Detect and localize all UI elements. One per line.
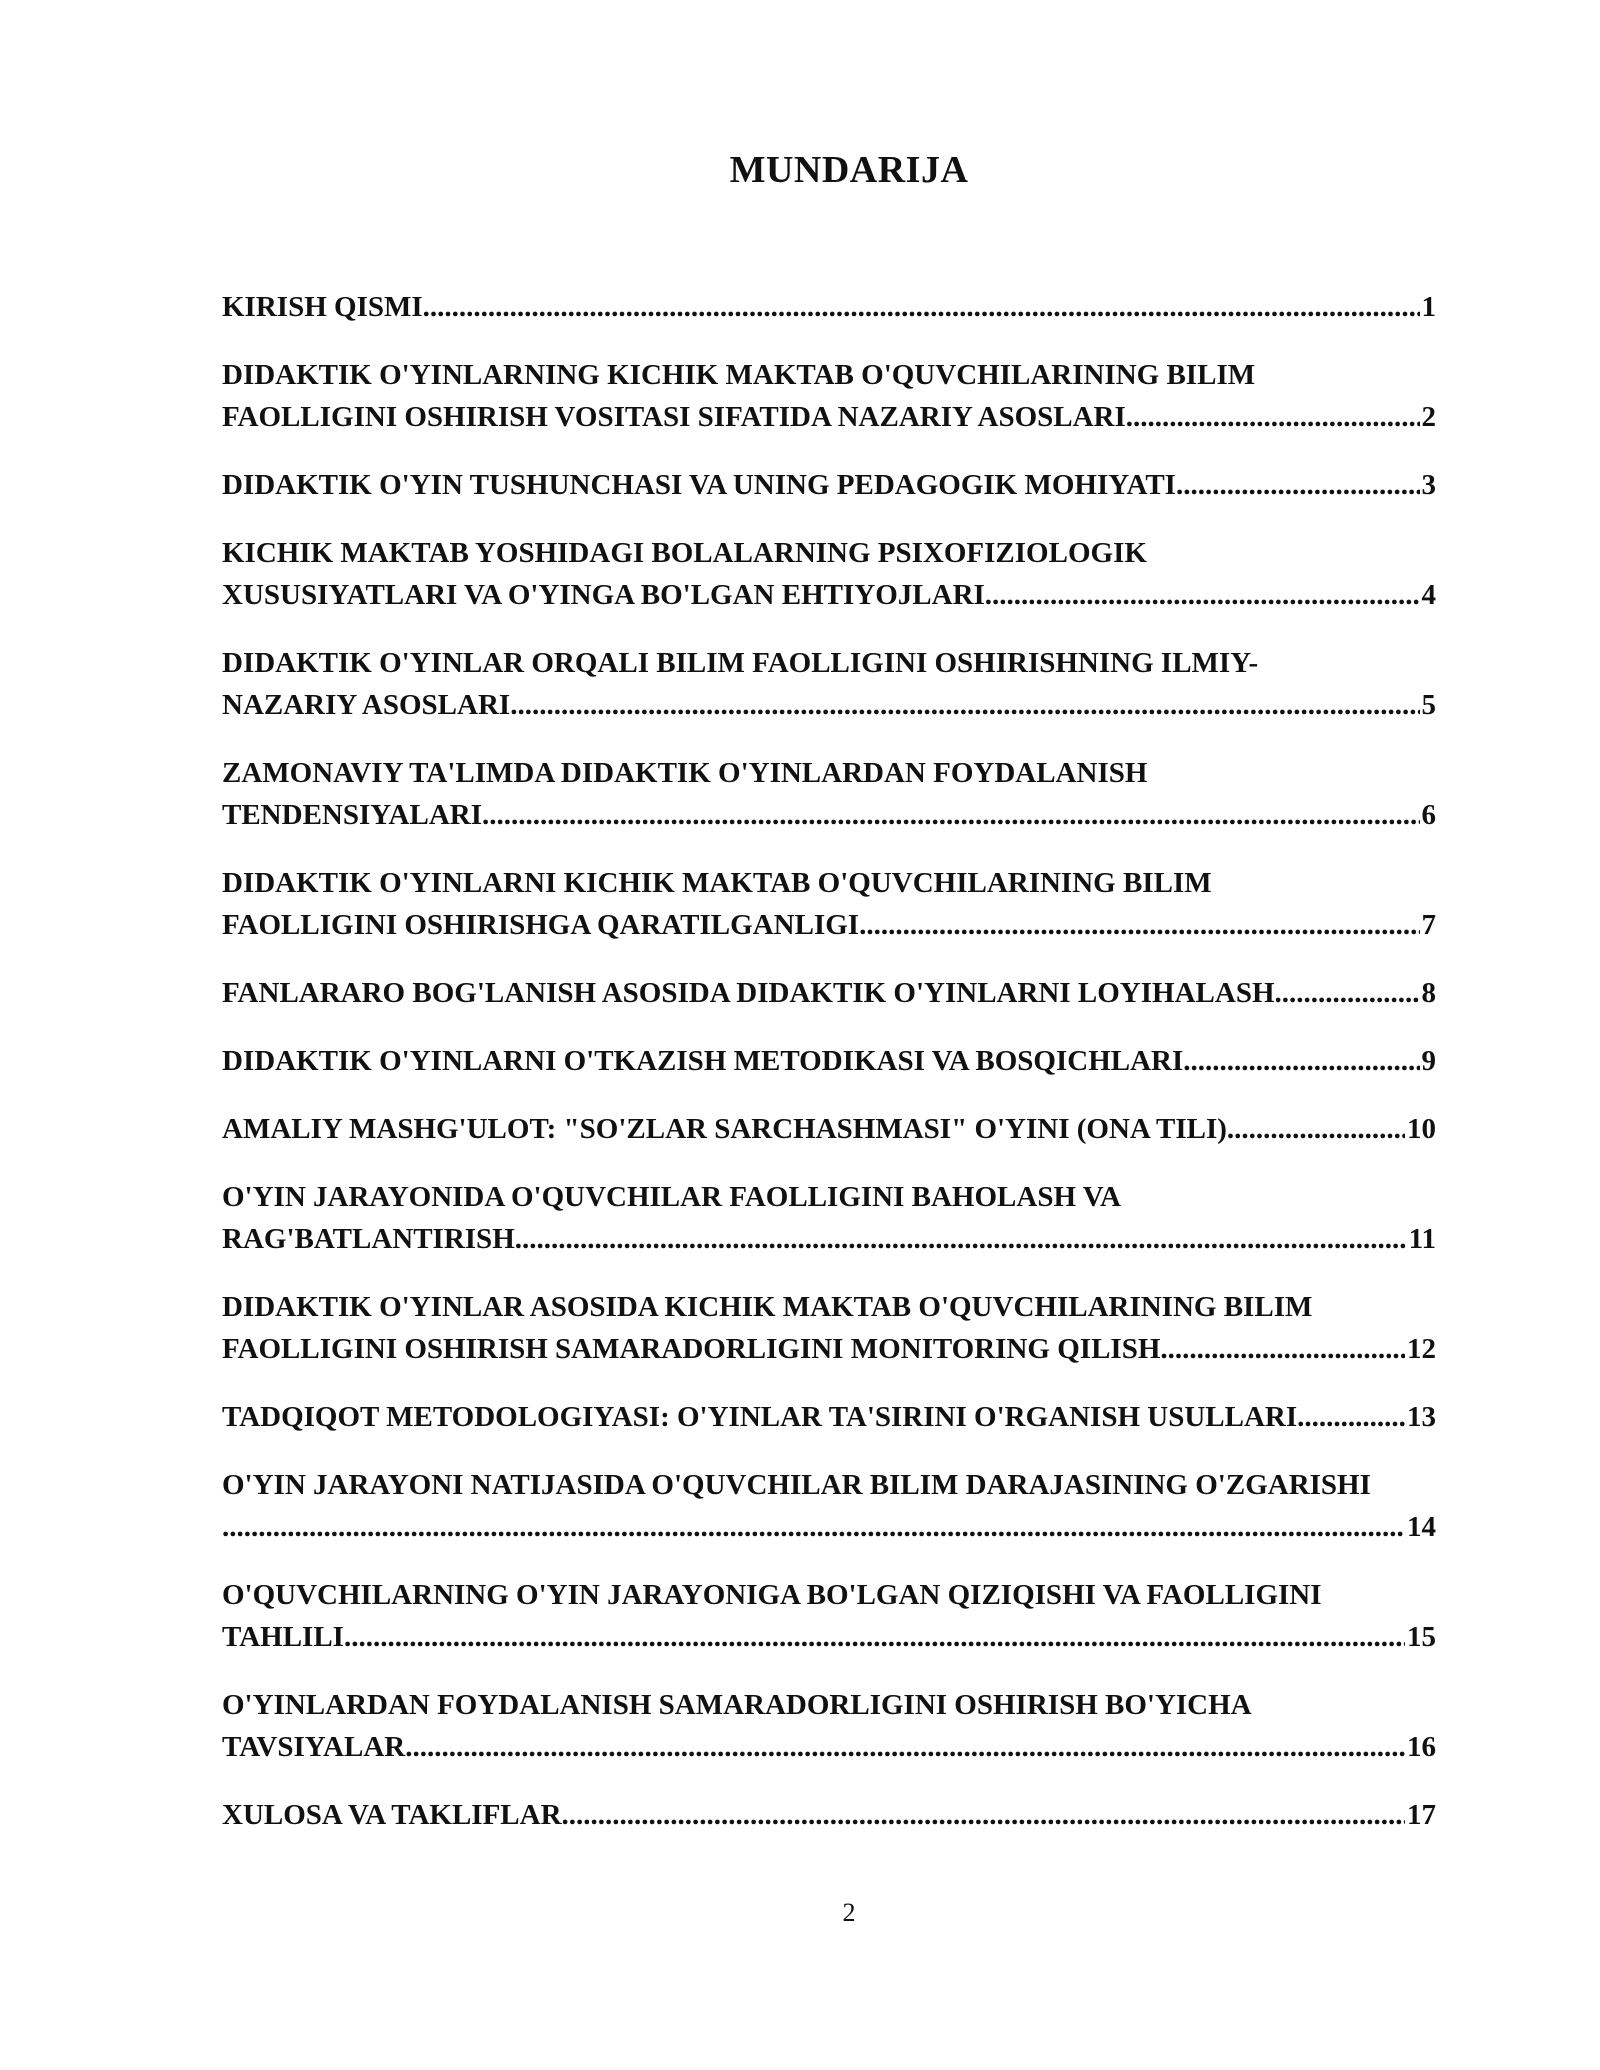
toc-page-number: 13	[1407, 1401, 1436, 1433]
toc-entry-leader-line	[222, 1218, 1436, 1260]
toc-entry-title: TENDENSIYALARI	[222, 799, 483, 831]
toc-entry-title-line: O'YINLARDAN FOYDALANISH SAMARADORLIGINI OSHIRISH BO'YICHA	[222, 1689, 1252, 1721]
toc-dot-leader	[222, 1506, 1405, 1548]
toc-page-number: 8	[1421, 977, 1436, 1009]
toc-page-number: 12	[1407, 1333, 1436, 1365]
toc-entry-title: TAHLILI	[222, 1621, 344, 1653]
toc-entry[interactable]	[222, 1396, 1436, 1438]
toc-entry-title: DIDAKTIK O'YIN TUSHUNCHASI VA UNING PEDAGOGIK MOHIYATI	[222, 469, 1176, 501]
toc-entry-title: RAG'BATLANTIRISH	[222, 1223, 515, 1255]
toc-entry-leader-line	[222, 396, 1436, 438]
toc-page-number: 7	[1421, 909, 1436, 941]
toc-page-number: 1	[1421, 291, 1436, 323]
toc-dot-leader	[1160, 1328, 1405, 1370]
toc-entry-title: NAZARIY ASOSLARI	[222, 689, 511, 721]
toc-entry-title-line: DIDAKTIK O'YINLAR ASOSIDA KICHIK MAKTAB O'QUVCHILARINING BILIM	[222, 1291, 1313, 1323]
toc-dot-leader	[515, 1218, 1407, 1260]
toc-dot-leader	[510, 684, 1419, 726]
toc-entry[interactable]	[222, 1040, 1436, 1082]
toc-dot-leader	[1275, 972, 1420, 1014]
toc-page-number: 17	[1407, 1799, 1436, 1831]
toc-entry-title-line: DIDAKTIK O'YINLARNI KICHIK MAKTAB O'QUVCHILARINING BILIM	[222, 867, 1212, 899]
toc-entry-title-line: O'QUVCHILARNING O'YIN JARAYONIGA BO'LGAN QIZIQISHI VA FAOLLIGINI	[222, 1579, 1322, 1611]
toc-entry-title: XUSUSIYATLARI VA O'YINGA BO'LGAN EHTIYOJLARI	[222, 579, 985, 611]
toc-entry-title-line: O'YIN JARAYONIDA O'QUVCHILAR FAOLLIGINI BAHOLASH VA	[222, 1181, 1121, 1213]
toc-entry-title-line: DIDAKTIK O'YINLAR ORQALI BILIM FAOLLIGINI OSHIRISHNING ILMIY-	[222, 647, 1259, 679]
toc-entry[interactable]	[222, 862, 1436, 946]
toc-dot-leader	[405, 1726, 1405, 1768]
toc-page-number: 3	[1421, 469, 1436, 501]
toc-dot-leader	[1304, 1396, 1405, 1438]
toc-entry[interactable]	[222, 286, 1436, 328]
toc-entry[interactable]	[222, 464, 1436, 506]
toc-page-number: 10	[1407, 1113, 1436, 1145]
toc-entry-leader-line	[222, 464, 1436, 506]
toc-entry-leader-line	[222, 684, 1436, 726]
toc-dot-leader	[1183, 1040, 1419, 1082]
toc-entry-title: FANLARARO BOG'LANISH ASOSIDA DIDAKTIK O'YINLARNI LOYIHALASH	[222, 977, 1275, 1009]
toc-page-number: 11	[1408, 1223, 1436, 1255]
toc-entry[interactable]	[222, 1574, 1436, 1658]
toc-entry-leader-line	[222, 972, 1436, 1014]
toc-entry-leader-line	[222, 1616, 1436, 1658]
toc-entry-title: TAVSIYALAR	[222, 1731, 406, 1763]
toc-entry-leader-line	[222, 1108, 1436, 1150]
toc-entry-leader-line	[222, 574, 1436, 616]
table-of-contents	[222, 286, 1436, 1862]
toc-entry-leader-line	[222, 904, 1436, 946]
toc-entry-leader-line	[222, 1040, 1436, 1082]
toc-entry-title: FAOLLIGINI OSHIRISH SAMARADORLIGINI MONITORING QILISH	[222, 1333, 1161, 1365]
toc-page-number: 6	[1421, 799, 1436, 831]
toc-entry[interactable]	[222, 1286, 1436, 1370]
toc-page-number: 4	[1421, 579, 1436, 611]
toc-entry[interactable]	[222, 1108, 1436, 1150]
toc-entry[interactable]	[222, 1684, 1436, 1768]
toc-entry-title-line: ZAMONAVIY TA'LIMDA DIDAKTIK O'YINLARDAN FOYDALANISH	[222, 757, 1148, 789]
toc-entry-title: AMALIY MASHG'ULOT: "SO'ZLAR SARCHASHMASI" O'YINI (ONA TILI)	[222, 1113, 1227, 1145]
toc-page-number: 2	[1421, 401, 1436, 433]
toc-entry-leader-line	[222, 1506, 1436, 1548]
toc-dot-leader	[344, 1616, 1405, 1658]
toc-page-number: 14	[1407, 1511, 1436, 1543]
page-number: 2	[842, 1898, 856, 1927]
toc-entry-title: KIRISH QISMI	[222, 291, 423, 323]
page-title: MUNDARIJA	[729, 149, 969, 191]
toc-entry-leader-line	[222, 286, 1436, 328]
toc-entry[interactable]	[222, 1176, 1436, 1260]
toc-dot-leader	[985, 574, 1420, 616]
toc-entry-leader-line	[222, 1396, 1436, 1438]
toc-page-number: 16	[1407, 1731, 1436, 1763]
toc-entry-title-line: DIDAKTIK O'YINLARNING KICHIK MAKTAB O'QUVCHILARINING BILIM	[222, 359, 1256, 391]
toc-entry-title: FAOLLIGINI OSHIRISHGA QARATILGANLIGI	[222, 909, 860, 941]
toc-entry-title: FAOLLIGINI OSHIRISH VOSITASI SIFATIDA NAZARIY ASOSLARI	[222, 401, 1126, 433]
toc-entry[interactable]	[222, 752, 1436, 836]
toc-dot-leader	[859, 904, 1419, 946]
toc-entry[interactable]	[222, 354, 1436, 438]
toc-entry[interactable]	[222, 972, 1436, 1014]
toc-entry-title: TADQIQOT METODOLOGIYASI: O'YINLAR TA'SIRINI O'RGANISH USULLARI.	[222, 1401, 1305, 1433]
toc-page-number: 15	[1407, 1621, 1436, 1653]
toc-entry[interactable]	[222, 642, 1436, 726]
toc-dot-leader	[1126, 396, 1420, 438]
toc-dot-leader	[562, 1794, 1405, 1836]
toc-entry-leader-line	[222, 1726, 1436, 1768]
toc-page-number: 5	[1421, 689, 1436, 721]
toc-entry-title-line: O'YIN JARAYONI NATIJASIDA O'QUVCHILAR BILIM DARAJASINING O'ZGARISHI	[222, 1469, 1371, 1501]
toc-entry-title-line: KICHIK MAKTAB YOSHIDAGI BOLALARNING PSIXOFIZIOLOGIK	[222, 537, 1147, 569]
toc-dot-leader	[482, 794, 1419, 836]
toc-entry[interactable]	[222, 532, 1436, 616]
toc-entry[interactable]	[222, 1794, 1436, 1836]
toc-page-number: 9	[1421, 1045, 1436, 1077]
toc-entry-title: XULOSA VA TAKLIFLAR	[222, 1799, 562, 1831]
toc-entry[interactable]	[222, 1464, 1436, 1548]
toc-entry-leader-line	[222, 794, 1436, 836]
toc-entry-leader-line	[222, 1794, 1436, 1836]
toc-entry-leader-line	[222, 1328, 1436, 1370]
toc-dot-leader	[1176, 464, 1420, 506]
toc-entry-title: DIDAKTIK O'YINLARNI O'TKAZISH METODIKASI VA BOSQICHLARI	[222, 1045, 1184, 1077]
toc-dot-leader	[1227, 1108, 1405, 1150]
toc-dot-leader	[423, 286, 1420, 328]
